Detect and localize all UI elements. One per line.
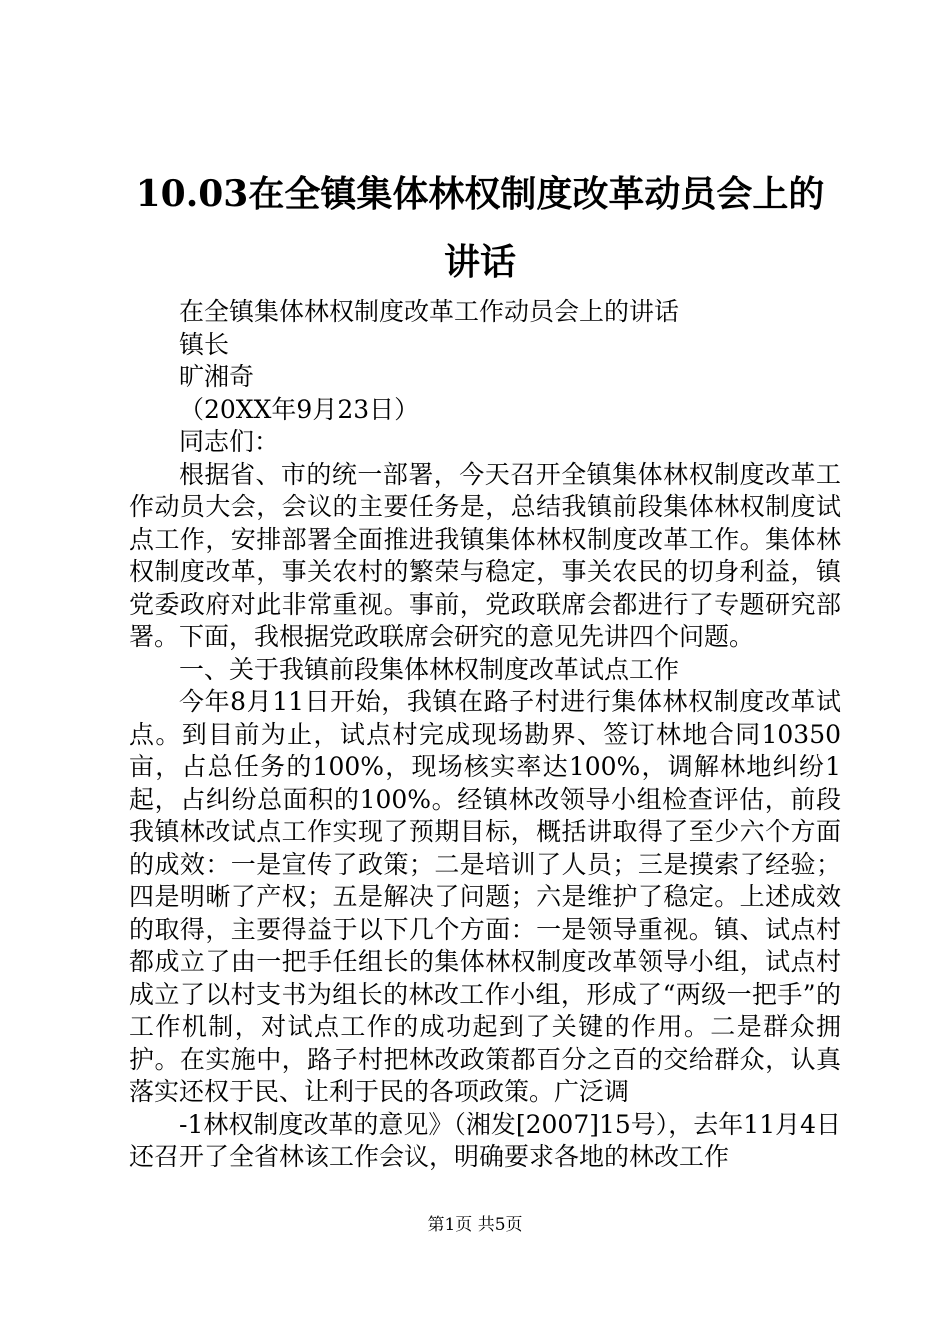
paragraph-continued: -1林权制度改革的意见》（湘发[2007]15号），去年11月4日还召开了全省林该工作会议，明确要求各地的林改工作 bbox=[129, 1109, 842, 1171]
salutation: 同志们： bbox=[179, 427, 280, 456]
document-title: 10.03在全镇集体林权制度改革动员会上的讲话 bbox=[135, 173, 825, 283]
speaker-role: 镇长 bbox=[179, 329, 230, 359]
page-footer: 第1页 共5页 bbox=[427, 1215, 523, 1235]
document-body bbox=[129, 296, 841, 1174]
speech-date: （20XX年9月23日） bbox=[179, 394, 420, 424]
section-heading: 一、关于我镇前段集体林权制度改革试点工作 bbox=[179, 654, 680, 684]
speech-subtitle: 在全镇集体林权制度改革工作动员会上的讲话 bbox=[179, 297, 680, 326]
speaker-name: 旷湘奇 bbox=[179, 362, 255, 391]
paragraph-intro: 根据省、市的统一部署，今天召开全镇集体林权制度改革工作动员大会，会议的主要任务是，总结我镇前段集体林权制度试点工作，安排部署全面推进我镇集体林权制度改革工作。集体林权制度改革，事关农村的繁荣与稳定，事关农民的切身利益，镇党委政府对此非常重视。事前，党政联席会都进行了专题研究部署。下面，我根据党政联席会研究的意见先讲四个问题。 bbox=[129, 459, 841, 651]
paragraph-pilot-work: 今年8月11日开始，我镇在路子村进行集体林权制度改革试点。到目前为止，试点村完成现场勘界、签订林地合同10350亩，占总任务的100%，现场核实率达100%，调解林地纠纷1起，占纠纷总面积的100%。经镇林改领导小组检查评估，前段我镇林改试点工作实现了预期目标，概括讲取得了至少六个方面的成效：一是宣传了政策；二是培训了人员；三是摸索了经验；四是明晰了产权；五是解决了问题；六是维护了稳定。上述成效的取得，主要得益于以下几个方面：一是领导重视。镇、试点村都成立了由一把手任组长的集体林权制度改革领导小组，试点村成立了以村支书为组长的林改工作小组，形成了“两级一把手”的工作机制，对试点工作的成功起到了关键的作用。二是群众拥护。在实施中，路子村把林改政策都百分之百的交给群众，认真落实还权于民、让利于民的各项政策。广泛调 bbox=[129, 687, 841, 1106]
